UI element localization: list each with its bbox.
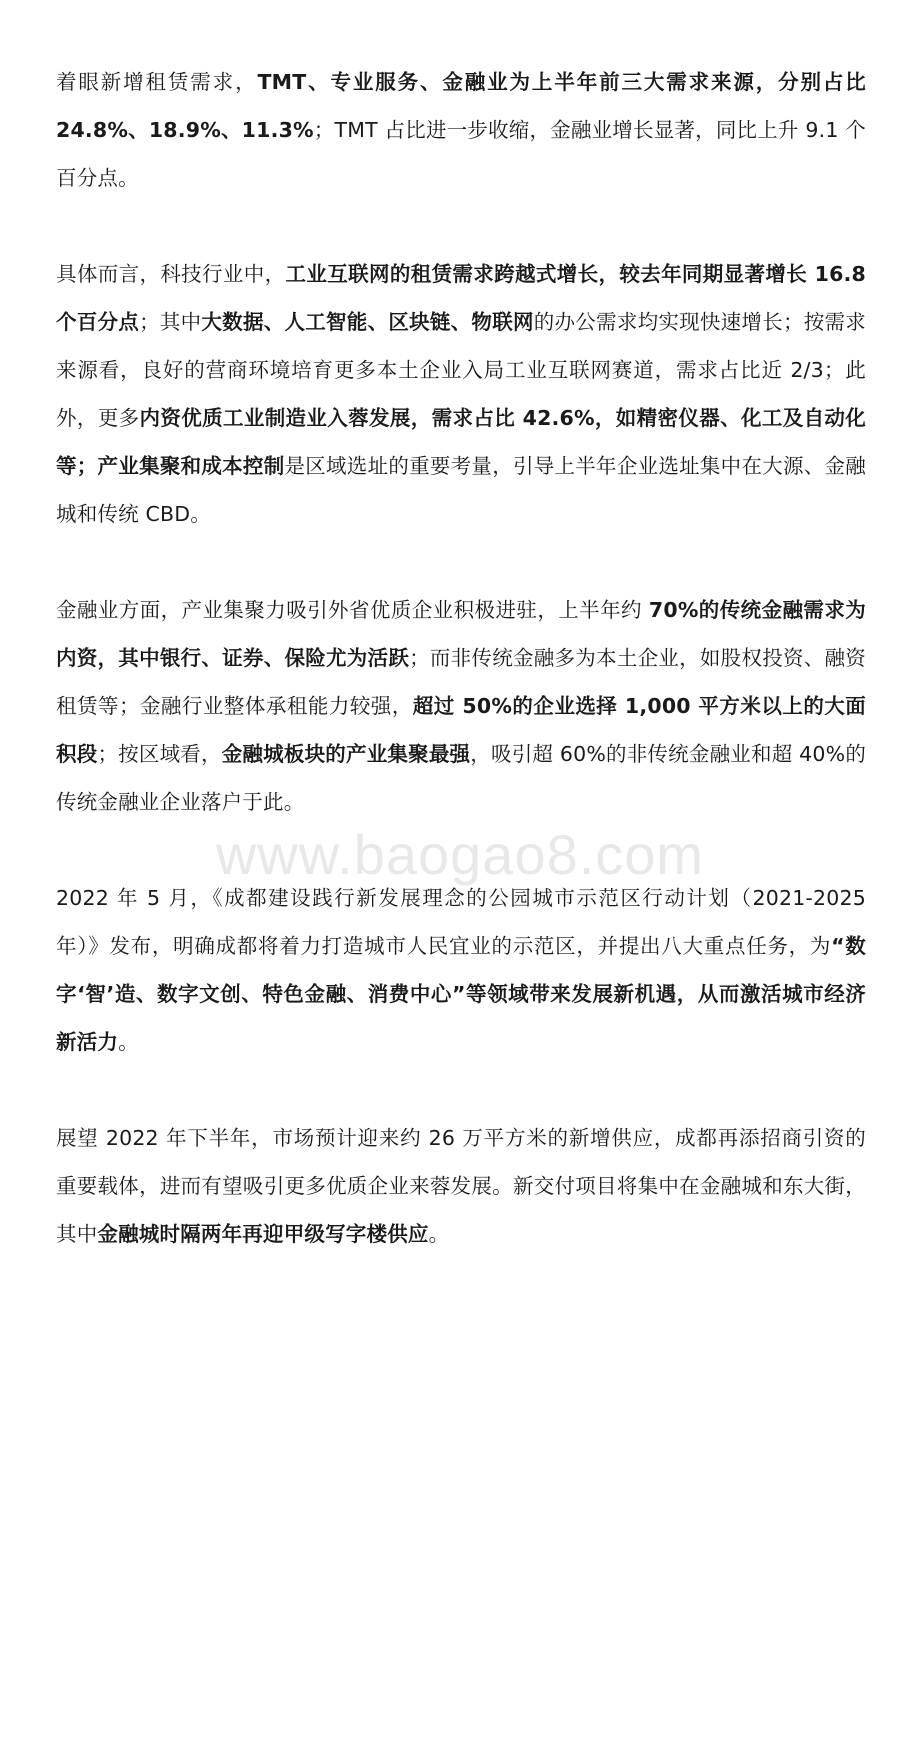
text-segment: ；而非传统金融多为本土企业，如股权投资、融资租赁等；金融行业整体承租能力较强，: [56, 646, 866, 718]
document-body: [56, 58, 866, 1306]
text-segment-bold: 70%的传统金融需求为内资，其中银行、证券、保险尤为活跃: [56, 598, 866, 670]
text-segment: 是区域选址的重要考量，引导上半年企业选址集中在大源、金融城和传统 CBD。: [56, 454, 866, 526]
text-segment-bold: 内资优质工业制造业入蓉发展，需求占比 42.6%，如精密仪器、化工及自动化等；产业集聚和成本控制: [56, 406, 866, 478]
text-segment-bold: 超过 50%的企业选择 1,000 平方米以上的大面积段: [56, 694, 866, 766]
paragraph-tech-industry: [56, 250, 866, 538]
text-segment: ；其中: [139, 310, 202, 334]
text-segment-bold: 工业互联网的租赁需求跨越式增长，较去年同期显著增长 16.8 个百分点: [56, 262, 867, 334]
text-segment: 金融业方面，产业集聚力吸引外省优质企业积极进驻，上半年约: [56, 598, 649, 622]
text-segment: ；TMT 占比进一步收缩，金融业增长显著，同比上升 9.1 个百分点。: [56, 118, 866, 190]
text-segment: 。: [428, 1222, 450, 1246]
paragraph-finance-industry: [56, 586, 866, 826]
text-segment: 展望 2022 年下半年，市场预计迎来约 26 万平方米的新增供应，成都再添招商引资的重要载体，进而有望吸引更多优质企业来蓉发展。新交付项目将集中在金融城和东大街，其中: [56, 1126, 866, 1246]
text-segment-bold: TMT、专业服务、金融业为上半年前三大需求来源，分别占比 24.8%、18.9%、11.3%: [56, 70, 866, 142]
paragraph-outlook: [56, 1114, 866, 1258]
text-segment: 着眼新增租赁需求，: [56, 70, 258, 94]
text-segment: 。: [118, 1030, 139, 1054]
text-segment-bold: 金融城板块的产业集聚最强: [221, 742, 471, 766]
paragraph-demand-sources: [56, 58, 866, 202]
text-segment: 2022 年 5 月，《成都建设践行新发展理念的公园城市示范区行动计划（2021-2025 年）》发布，明确成都将着力打造城市人民宜业的示范区，并提出八大重点任务，为: [56, 886, 866, 958]
text-segment-bold: 大数据、人工智能、区块链、物联网: [201, 310, 534, 334]
watermark: www.baogao8.com: [215, 823, 705, 886]
text-segment: 的办公需求均实现快速增长；按需求来源看，良好的营商环境培育更多本土企业入局工业互联网赛道，需求占比近 2/3；此外，更多: [56, 310, 866, 430]
text-segment: ，吸引超 60%的非传统金融业和超 40%的传统金融业企业落户于此。: [56, 742, 867, 814]
text-segment-bold: “数字‘智’造、数字文创、特色金融、消费中心”等领域带来发展新机遇，从而激活城市经济新活力: [56, 934, 866, 1054]
paragraph-park-city-plan: [56, 874, 866, 1066]
text-segment: ；按区域看，: [97, 742, 222, 766]
text-segment-bold: 金融城时隔两年再迎甲级写字楼供应: [97, 1222, 429, 1246]
text-segment: 具体而言，科技行业中，: [56, 262, 286, 286]
